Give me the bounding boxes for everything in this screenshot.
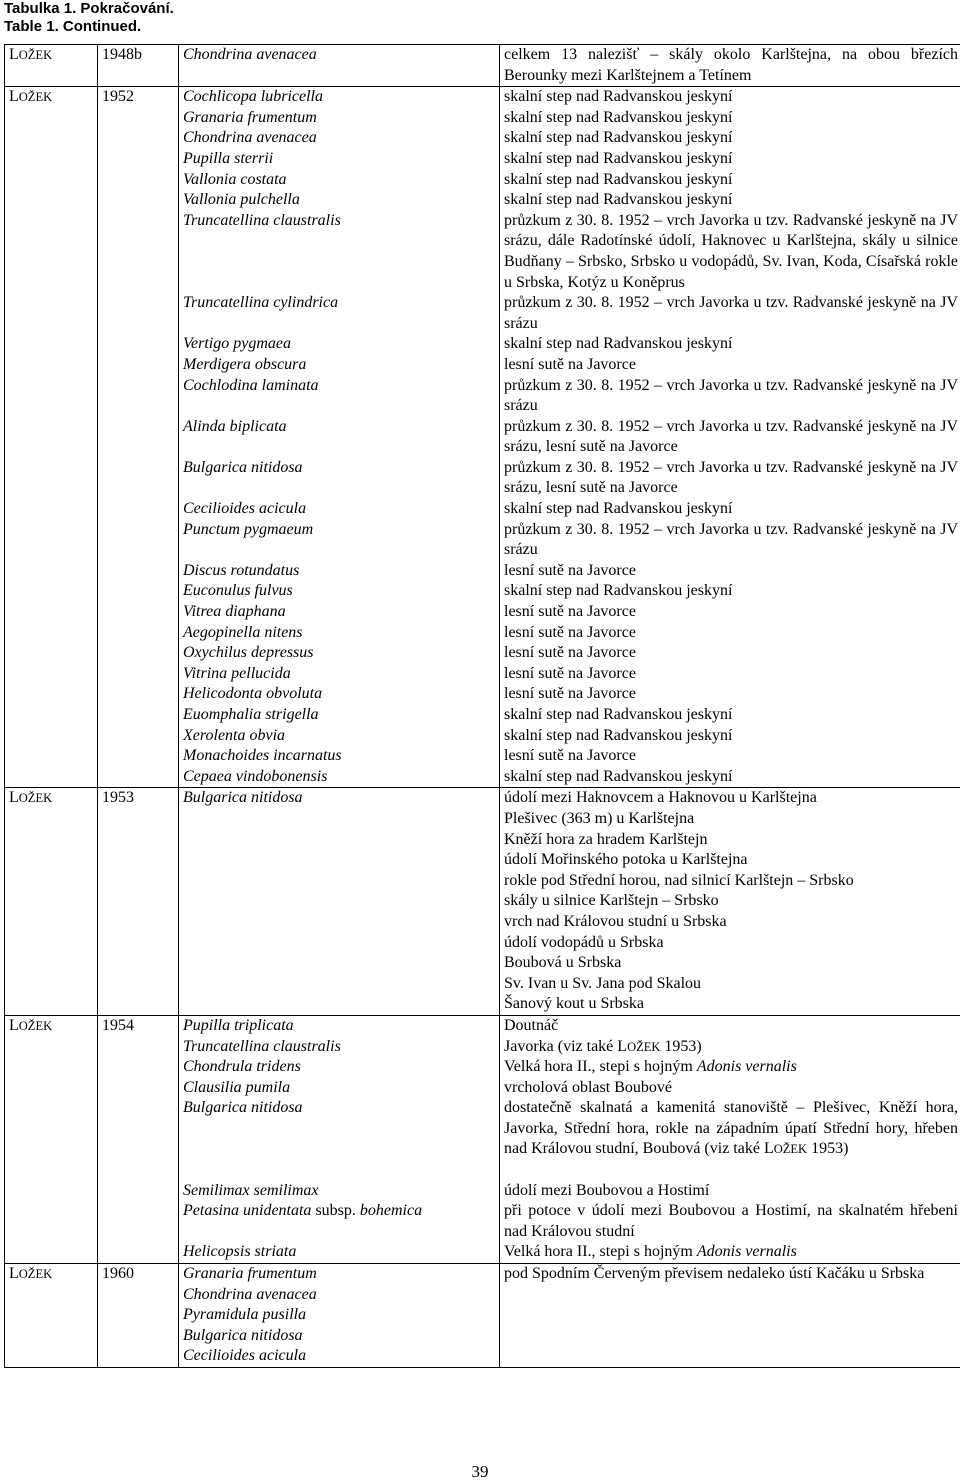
species-name: Bulgarica nitidosa: [183, 1326, 499, 1347]
locality-text: údolí vodopádů u Srbska: [504, 933, 958, 954]
locality-text: skály u silnice Karlštejn – Srbsko: [504, 891, 958, 912]
species-name: Monachoides incarnatus: [183, 746, 499, 767]
locality-text: Šanový kout u Srbska: [504, 994, 958, 1015]
author-cell: [5, 1015, 98, 1263]
locality-text: lesní sutě na Javorce: [504, 643, 958, 664]
species-name: Discus rotundatus: [183, 561, 499, 582]
author-cell: [5, 87, 98, 788]
species-name: Granaria frumentum: [183, 108, 499, 129]
species-name: Helicopsis striata: [183, 1242, 499, 1263]
caption-czech: Tabulka 1. Pokračování.: [4, 0, 174, 18]
species-ref: Adonis vernalis: [697, 1058, 797, 1075]
species-name: Bulgarica nitidosa: [183, 458, 499, 499]
species-name: Oxychilus depressus: [183, 643, 499, 664]
species-name: Cecilioides acicula: [183, 499, 499, 520]
locality-text: Javorka (viz také LOŽEK 1953): [504, 1037, 958, 1058]
species-table: [4, 44, 958, 1368]
locality-text: Sv. Ivan u Sv. Jana pod Skalou: [504, 974, 958, 995]
species-name: Bulgarica nitidosa: [183, 1098, 499, 1180]
locality-cell: [500, 788, 960, 1016]
locality-cell: [500, 1015, 960, 1263]
species-name: Chondrina avenacea: [183, 1285, 499, 1306]
species-name: Vitrina pellucida: [183, 664, 499, 685]
locality-text: Velká hora II., stepi s hojným Adonis vernalis: [504, 1057, 958, 1078]
species-name: Punctum pygmaeum: [183, 520, 499, 561]
locality-text: skalní step nad Radvanskou jeskyní: [504, 170, 958, 191]
species-name: Vitrea diaphana: [183, 602, 499, 623]
year-cell: 1952: [98, 87, 179, 788]
species-name: Bulgarica nitidosa: [183, 788, 499, 809]
locality-text: pod Spodním Červeným převisem nedaleko ústí Kačáku u Srbska: [504, 1264, 958, 1285]
locality-text: průzkum z 30. 8. 1952 – vrch Javorka u tzv. Radvanské jeskyně na JV srázu: [504, 293, 958, 334]
locality-text: skalní step nad Radvanskou jeskyní: [504, 499, 958, 520]
locality-text: údolí Mořinského potoka u Karlštejna: [504, 850, 958, 871]
species-cell: [179, 1015, 500, 1263]
locality-text: lesní sutě na Javorce: [504, 355, 958, 376]
species-name: Cecilioides acicula: [183, 1346, 499, 1367]
species-name: Vertigo pygmaea: [183, 334, 499, 355]
species-name: Chondrula tridens: [183, 1057, 499, 1078]
species-name: Pupilla triplicata: [183, 1016, 499, 1037]
locality-text: skalní step nad Radvanskou jeskyní: [504, 726, 958, 747]
author-cell: [5, 1264, 98, 1368]
locality-text: Plešivec (363 m) u Karlštejna: [504, 809, 958, 830]
locality-text: dostatečně skalnatá a kamenitá stanoviště – Plešivec, Kněží hora, Javorka, Střední hora, rokle na západním úpatí Střední hory, hřeben nad Královou studní, Boubová (viz také LOŽEK 1953): [504, 1098, 958, 1180]
locality-text: lesní sutě na Javorce: [504, 684, 958, 705]
table-row: [5, 87, 960, 788]
author-name: LOŽEK: [617, 1038, 660, 1055]
locality-text: skalní step nad Radvanskou jeskyní: [504, 705, 958, 726]
locality-text: skalní step nad Radvanskou jeskyní: [504, 767, 958, 788]
locality-cell: [500, 1264, 960, 1368]
author-name: LOŽEK: [9, 1265, 52, 1282]
species-name: Vallonia costata: [183, 170, 499, 191]
locality-text: průzkum z 30. 8. 1952 – vrch Javorka u tzv. Radvanské jeskyně na JV srázu: [504, 520, 958, 561]
species-name: Clausilia pumila: [183, 1078, 499, 1099]
species-name: Pupilla sterrii: [183, 149, 499, 170]
species-name: Helicodonta obvoluta: [183, 684, 499, 705]
locality-text: skalní step nad Radvanskou jeskyní: [504, 190, 958, 211]
locality-text: průzkum z 30. 8. 1952 – vrch Javorka u tzv. Radvanské jeskyně na JV srázu: [504, 376, 958, 417]
species-name: Aegopinella nitens: [183, 623, 499, 644]
species-cell: [179, 87, 500, 788]
locality-text: Kněží hora za hradem Karlštejn: [504, 830, 958, 851]
locality-text: průzkum z 30. 8. 1952 – vrch Javorka u tzv. Radvanské jeskyně na JV srázu, lesní sutě na Javorce: [504, 417, 958, 458]
year-cell: 1954: [98, 1015, 179, 1263]
species-name: Xerolenta obvia: [183, 726, 499, 747]
species-name: Truncatellina claustralis: [183, 1037, 499, 1058]
author-name: LOŽEK: [9, 88, 52, 105]
species-cell: [179, 45, 500, 87]
table-body: [4, 44, 960, 1368]
page-number: 39: [0, 1462, 960, 1482]
species-name: Cochlicopa lubricella: [183, 87, 499, 108]
species-name: Pyramidula pusilla: [183, 1305, 499, 1326]
author-name: LOŽEK: [9, 46, 52, 63]
species-name: Euconulus fulvus: [183, 581, 499, 602]
author-cell: [5, 45, 98, 87]
locality-text: údolí mezi Boubovou a Hostimí: [504, 1181, 958, 1202]
author-name: LOŽEK: [9, 789, 52, 806]
locality-text: Boubová u Srbska: [504, 953, 958, 974]
species-name: Vallonia pulchella: [183, 190, 499, 211]
locality-text: průzkum z 30. 8. 1952 – vrch Javorka u tzv. Radvanské jeskyně na JV srázu, lesní sutě na Javorce: [504, 458, 958, 499]
locality-text: lesní sutě na Javorce: [504, 602, 958, 623]
species-name: Euomphalia strigella: [183, 705, 499, 726]
locality-text: vrcholová oblast Boubové: [504, 1078, 958, 1099]
author-ref: [617, 1038, 660, 1055]
species-name: Merdigera obscura: [183, 355, 499, 376]
author-cell: [5, 788, 98, 1016]
species-name: Petasina unidentata subsp. bohemica: [183, 1201, 499, 1242]
locality-text: průzkum z 30. 8. 1952 – vrch Javorka u tzv. Radvanské jeskyně na JV srázu, dále Radotínské údolí, Haknovec u Karlštejna, skály u silnice Budňany – Srbsko, Srbsko u vodopádů, Sv. Ivan, Koda, Císařská rokle u Srbska, Kotýz u Koněprus: [504, 211, 958, 293]
locality-text: Doutnáč: [504, 1016, 958, 1037]
locality-text: skalní step nad Radvanskou jeskyní: [504, 334, 958, 355]
author-ref: [764, 1140, 807, 1157]
locality-text: při potoce v údolí mezi Boubovou a Hostimí, na skalnatém hřebeni nad Královou studní: [504, 1201, 958, 1242]
species-name: Cochlodina laminata: [183, 376, 499, 417]
locality-text: Velká hora II., stepi s hojným Adonis vernalis: [504, 1242, 958, 1263]
species-cell: [179, 788, 500, 1016]
year-cell: 1960: [98, 1264, 179, 1368]
locality-text: lesní sutě na Javorce: [504, 561, 958, 582]
species-name: Truncatellina claustralis: [183, 211, 499, 293]
species-ref: Adonis vernalis: [697, 1243, 797, 1260]
locality-text: skalní step nad Radvanskou jeskyní: [504, 128, 958, 149]
author-name: LOŽEK: [764, 1140, 807, 1157]
species-name: Alinda biplicata: [183, 417, 499, 458]
locality-text: skalní step nad Radvanskou jeskyní: [504, 581, 958, 602]
subspecies-marker: subsp.: [315, 1202, 355, 1219]
locality-text: údolí mezi Haknovcem a Haknovou u Karlštejna: [504, 788, 958, 809]
table-row: [5, 1264, 960, 1368]
year-cell: 1948b: [98, 45, 179, 87]
table-row: [5, 1015, 960, 1263]
locality-text: lesní sutě na Javorce: [504, 664, 958, 685]
species-name: Semilimax semilimax: [183, 1181, 499, 1202]
locality-text: lesní sutě na Javorce: [504, 746, 958, 767]
species-name: Granaria frumentum: [183, 1264, 499, 1285]
table-row: [5, 45, 960, 87]
species-cell: [179, 1264, 500, 1368]
locality-text: rokle pod Střední horou, nad silnicí Karlštejn – Srbsko: [504, 871, 958, 892]
locality-text: vrch nad Královou studní u Srbska: [504, 912, 958, 933]
locality-cell: [500, 87, 960, 788]
locality-text: skalní step nad Radvanskou jeskyní: [504, 108, 958, 129]
locality-text: skalní step nad Radvanskou jeskyní: [504, 149, 958, 170]
year-cell: 1953: [98, 788, 179, 1016]
species-name: Cepaea vindobonensis: [183, 767, 499, 788]
locality-text: skalní step nad Radvanskou jeskyní: [504, 87, 958, 108]
locality-cell: [500, 45, 960, 87]
table-row: [5, 788, 960, 1016]
author-name: LOŽEK: [9, 1017, 52, 1034]
locality-text: celkem 13 nalezišť – skály okolo Karlštejna, na obou březích Berounky mezi Karlštejnem a Tetínem: [504, 45, 958, 86]
species-name: Chondrina avenacea: [183, 128, 499, 149]
locality-text: lesní sutě na Javorce: [504, 623, 958, 644]
species-name: Chondrina avenacea: [183, 45, 499, 66]
species-name: Truncatellina cylindrica: [183, 293, 499, 334]
caption-english: Table 1. Continued.: [4, 18, 141, 36]
